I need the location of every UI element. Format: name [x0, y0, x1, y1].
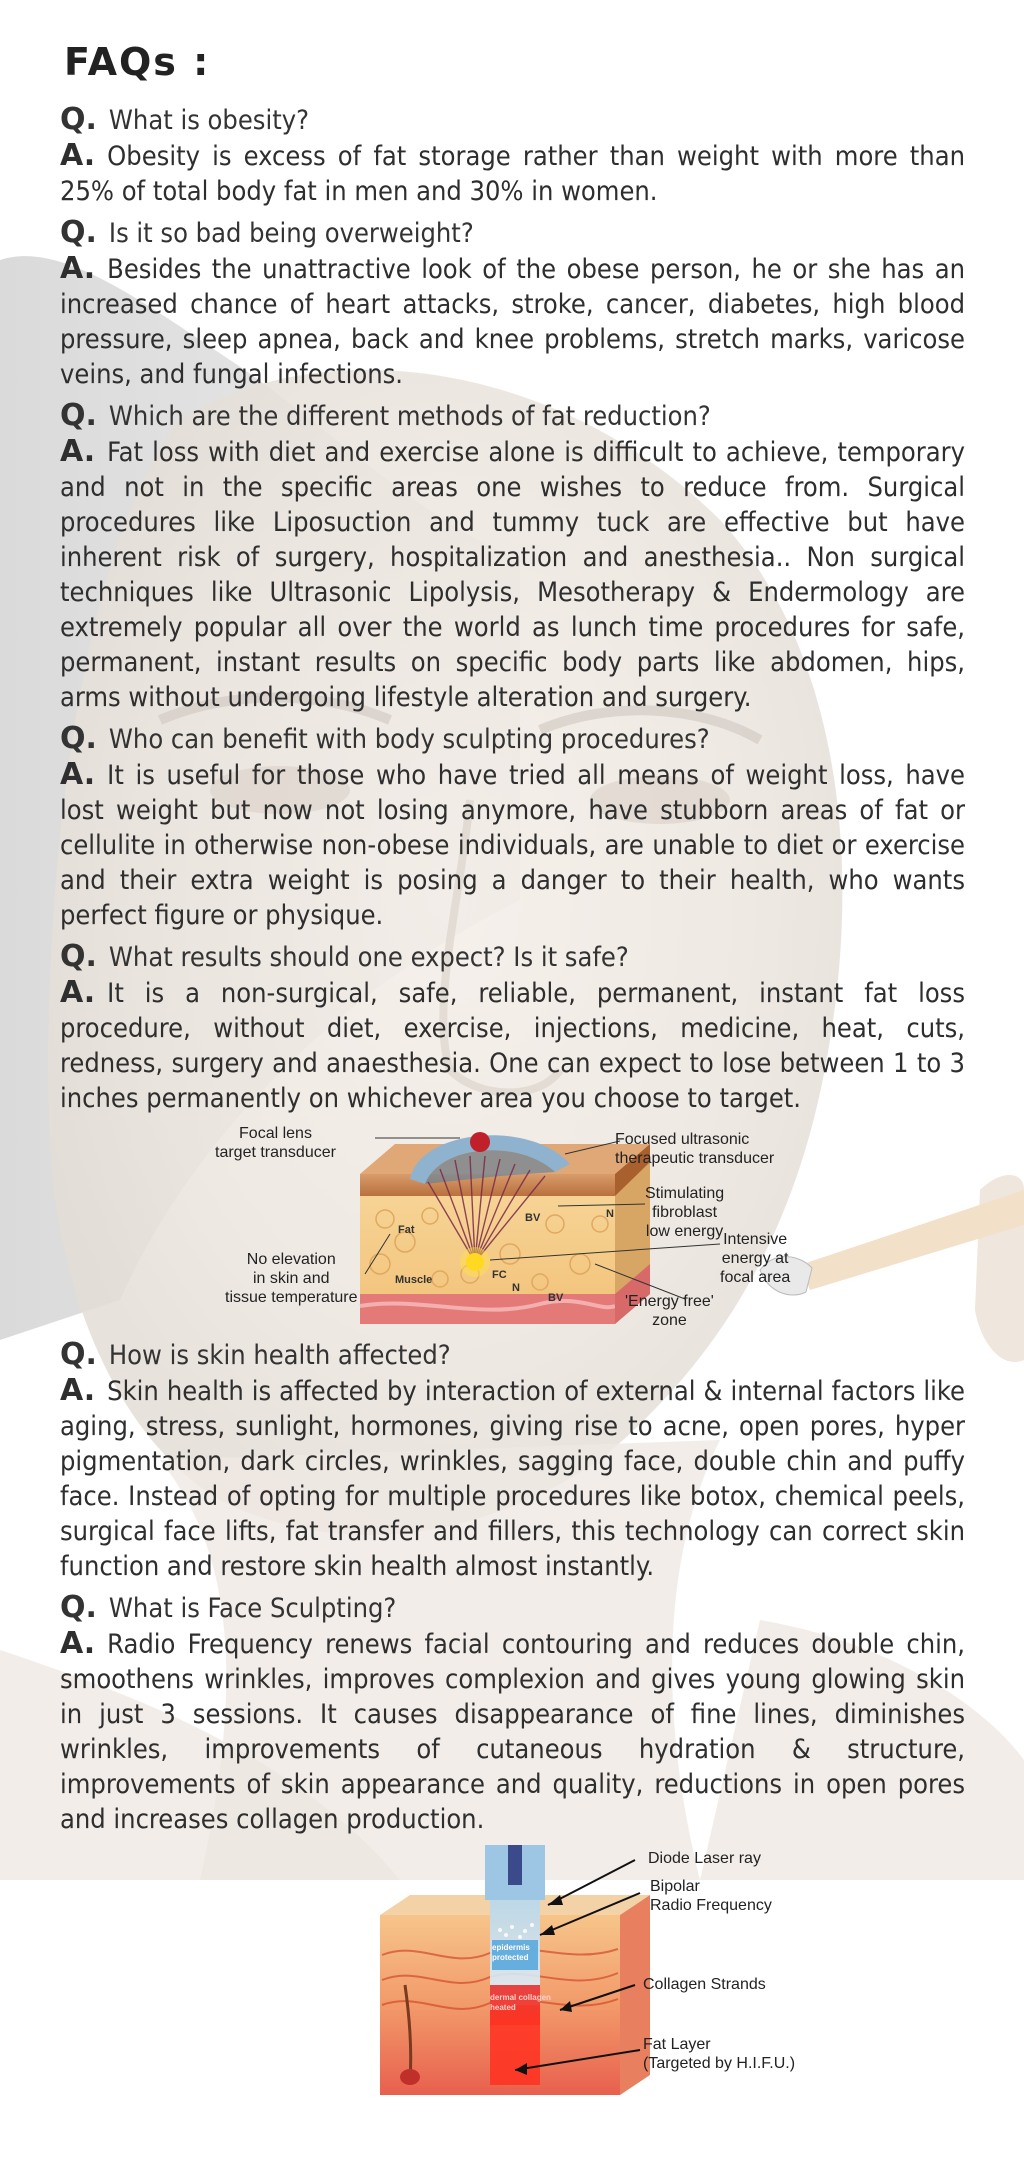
question-text: How is skin health affected? — [108, 1340, 451, 1371]
answer-text: Besides the unattractive look of the obese person, he or she has an increased chance of heart attacks, stroke, cancer, diabetes, high blood pressure, sleep apnea, back and knee problems, stretch marks, varicose veins, and fungal infections. — [60, 254, 965, 390]
label-focused-ultrasonic: Focused ultrasonic therapeutic transducer — [615, 1131, 775, 1167]
label-epidermis: epidermis protected — [492, 1943, 530, 1962]
faq-item-benefit — [60, 721, 965, 933]
answer-text: Skin health is affected by interaction of external & internal factors like aging, stress, sunlight, hormones, giving rise to acne, open pores, hyper pigmentation, dark circles, wrinkles, sagging face, double chin and puffy face. Instead of opting for multiple procedures like botox, chemical peels, surgical face lifts, fat transfer and fillers, this technology can correct skin function and restore skin health almost instantly. — [60, 1376, 965, 1582]
a-marker: A. — [60, 757, 96, 792]
label-stimulating-fibroblast: Stimulating fibroblast low energy — [645, 1185, 725, 1240]
question — [60, 102, 965, 138]
label-diode-laser: Diode Laser ray — [648, 1850, 761, 1867]
faq-item-obesity — [60, 102, 965, 209]
question-text: Is it so bad being overweight? — [108, 218, 474, 249]
tag-n-2: N — [512, 1282, 520, 1294]
a-marker: A. — [60, 138, 96, 173]
ultrasound-illustration — [60, 1124, 965, 1329]
tag-fc: FC — [492, 1269, 507, 1281]
question — [60, 721, 965, 757]
question-text: What is Face Sculpting? — [108, 1593, 397, 1624]
q-marker: Q. — [60, 102, 97, 137]
q-marker: Q. — [60, 939, 97, 974]
tag-muscle: Muscle — [395, 1274, 433, 1286]
faq-item-skin-health — [60, 1337, 965, 1584]
label-fat-layer: Fat Layer (Targeted by H.I.F.U.) — [643, 2036, 796, 2072]
q-marker: Q. — [60, 215, 97, 250]
tag-fat: Fat — [398, 1224, 415, 1236]
question-text: Who can benefit with body sculpting procedures? — [108, 724, 710, 755]
question — [60, 939, 965, 975]
faq-item-face-sculpting — [60, 1590, 965, 1837]
answer — [60, 975, 965, 1116]
q-marker: Q. — [60, 1337, 97, 1372]
faq-item-overweight — [60, 215, 965, 392]
question — [60, 398, 965, 434]
answer — [60, 1626, 965, 1837]
label-energy-free-zone: 'Energy free' zone — [625, 1293, 714, 1329]
skin-layers-illustration — [60, 1845, 965, 2100]
faq-content — [60, 40, 965, 2108]
label-intensive-energy: Intensive energy at focal area — [720, 1231, 791, 1286]
tag-bv-2: BV — [548, 1292, 564, 1304]
tag-n-1: N — [606, 1208, 614, 1220]
question-text: Which are the different methods of fat reduction? — [108, 401, 711, 432]
label-collagen: Collagen Strands — [643, 1976, 766, 1993]
a-marker: A. — [60, 1373, 96, 1408]
answer-text: It is a non-surgical, safe, reliable, permanent, instant fat loss procedure, without diet, exercise, injections, medicine, heat, cuts, redness, surgery and anaesthesia. One can expect to lose between 1 to 3 inches permanently on whichever area you choose to target. — [60, 978, 965, 1114]
answer — [60, 251, 965, 392]
faq-item-results — [60, 939, 965, 1116]
question — [60, 1590, 965, 1626]
a-marker: A. — [60, 251, 96, 286]
answer — [60, 757, 965, 933]
ultrasound-diagram — [60, 1124, 965, 1329]
answer — [60, 1373, 965, 1584]
answer-text: Fat loss with diet and exercise alone is difficult to achieve, temporary and not in the specific areas one wishes to reduce from. Surgical procedures like Liposuction and tummy tuck are effective but have inherent risk of surgery, hospitalization and anesthesia.. Non surgical techniques like Ultrasonic Lipolysis, Mesotherapy & Endermology are extremely popular all over the world as lunch time procedures for safe, permanent, instant results on specific body parts like abdomen, hips, arms without undergoing lifestyle alteration and surgery. — [60, 437, 965, 713]
q-marker: Q. — [60, 398, 97, 433]
answer — [60, 434, 965, 715]
question-text: What results should one expect? Is it safe? — [108, 942, 629, 973]
answer-text: Obesity is excess of fat storage rather than weight with more than 25% of total body fat in men and 30% in women. — [60, 141, 965, 207]
label-dermal-collagen: dermal collagen heated — [490, 1993, 551, 2012]
tag-bv-1: BV — [525, 1212, 541, 1224]
skin-layers-diagram — [60, 1845, 965, 2100]
q-marker: Q. — [60, 721, 97, 756]
a-marker: A. — [60, 434, 96, 469]
label-no-elevation: No elevation in skin and tissue temperature — [225, 1251, 358, 1306]
page-title: FAQs : — [64, 40, 211, 84]
question-text: What is obesity? — [108, 105, 309, 136]
q-marker: Q. — [60, 1590, 97, 1625]
a-marker: A. — [60, 1626, 96, 1661]
answer-text: Radio Frequency renews facial contouring and reduces double chin, smoothens wrinkles, improves complexion and gives young glowing skin in just 3 sessions. It causes disappearance of fine lines, diminishes wrinkles, improvements of cutaneous hydration & structure, improvements of skin appearance and quality, reductions in open pores and increases collagen production. — [60, 1629, 965, 1835]
answer — [60, 138, 965, 209]
answer-text: It is useful for those who have tried all means of weight loss, have lost weight but now not losing anymore, have stubborn areas of fat or cellulite in otherwise non-obese individuals, are unable to diet or exercise and their extra weight is posing a danger to their health, who wants perfect figure or physique. — [60, 760, 965, 931]
question — [60, 1337, 965, 1373]
a-marker: A. — [60, 975, 96, 1010]
faq-item-methods — [60, 398, 965, 715]
label-bipolar-rf: Bipolar Radio Frequency — [650, 1878, 772, 1914]
label-focal-lens: Focal lens target transducer — [215, 1125, 336, 1161]
question — [60, 215, 965, 251]
